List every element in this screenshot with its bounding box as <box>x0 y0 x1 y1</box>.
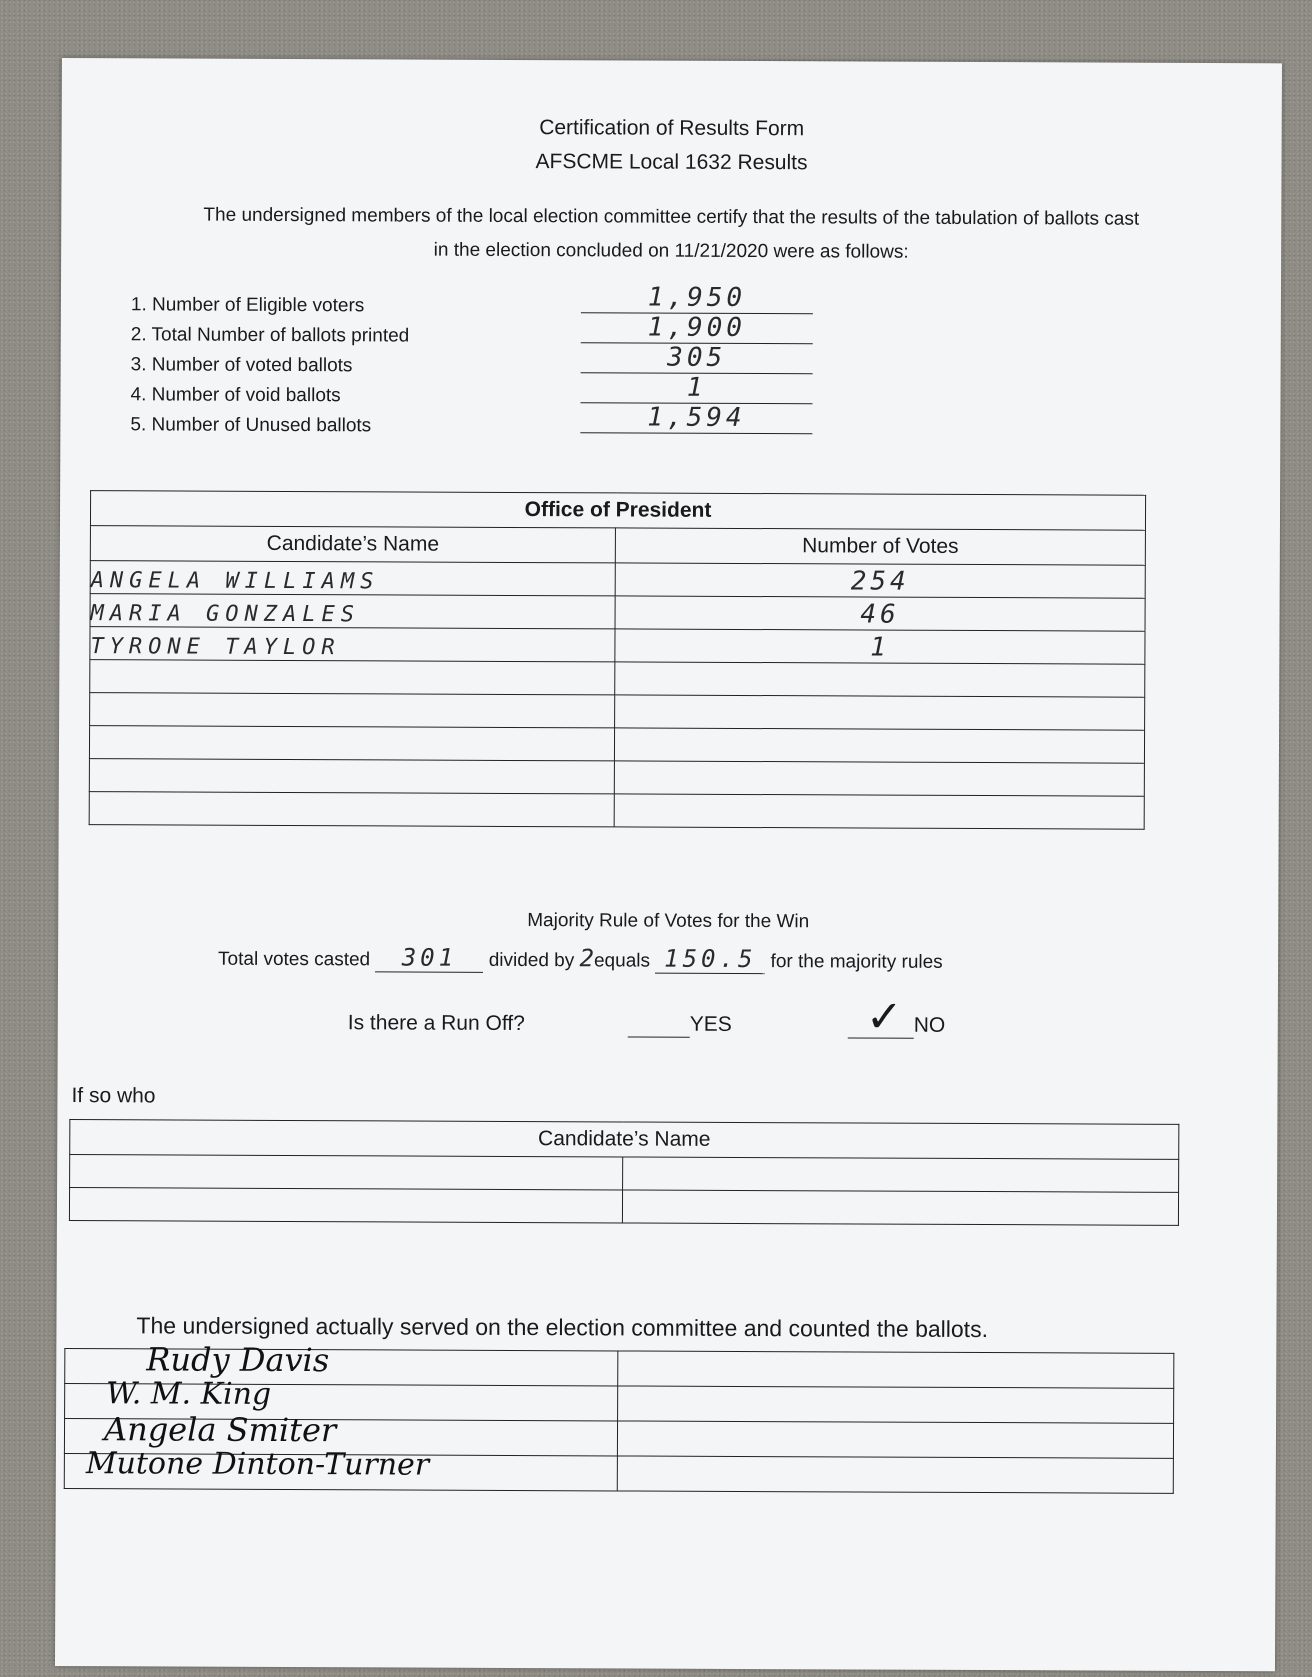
president-table-title: Office of President <box>90 491 1145 531</box>
table-row <box>70 1155 1179 1193</box>
certification-form-page <box>55 58 1282 1671</box>
majority-heading: Majority Rule of Votes for the Win <box>527 910 810 933</box>
runoff-yes-label: YES <box>689 1012 732 1036</box>
form-title: Certification of Results Form <box>539 116 805 141</box>
signature-2: W. M. King <box>106 1376 272 1412</box>
count-label-voted: 3. Number of voted ballots <box>130 354 353 377</box>
count-label-unused: 5. Number of Unused ballots <box>130 414 372 437</box>
president-table <box>89 490 1146 830</box>
empty-cell <box>90 660 615 695</box>
runoff-yes-blank <box>628 1012 690 1037</box>
empty-cell <box>89 792 614 827</box>
table-row <box>90 660 1145 698</box>
count-label-eligible: 1. Number of Eligible voters <box>130 294 365 317</box>
empty-cell <box>89 726 614 761</box>
count-value-voted: 305 <box>581 342 813 374</box>
runoff-candidates-table <box>69 1119 1179 1226</box>
runoff-col-name: Candidate’s Name <box>70 1120 1179 1160</box>
empty-cell <box>617 1456 1173 1493</box>
empty-cell <box>617 1421 1173 1458</box>
majority-divided-by: divided by <box>488 949 575 972</box>
signature-1: Rudy Davis <box>146 1340 330 1380</box>
empty-cell <box>70 1155 623 1190</box>
runoff-no-label: NO <box>913 1013 946 1037</box>
candidate-name: ANGELA WILLIAMS <box>90 561 615 596</box>
runoff-question: Is there a Run Off? <box>347 1011 525 1036</box>
majority-total: 301 <box>375 943 483 972</box>
majority-suffix: for the majority rules <box>770 951 943 973</box>
candidate-name: MARIA GONZALES <box>90 594 615 629</box>
candidate-votes: 46 <box>615 596 1145 631</box>
empty-cell <box>615 695 1145 730</box>
count-label-printed: 2. Total Number of ballots printed <box>130 324 410 347</box>
majority-line <box>218 943 943 975</box>
majority-prefix: Total votes casted <box>218 948 371 971</box>
majority-equals: equals <box>593 950 651 972</box>
form-subtitle: AFSCME Local 1632 Results <box>535 150 808 175</box>
empty-cell <box>69 1188 622 1223</box>
table-row <box>89 759 1144 797</box>
count-value-void: 1 <box>580 372 812 404</box>
table-row <box>90 693 1145 731</box>
if-so-label: If so who <box>71 1084 156 1108</box>
table-row <box>90 561 1145 599</box>
check-mark-icon: ✓ <box>865 991 903 1043</box>
president-col-votes: Number of Votes <box>615 528 1145 565</box>
signature-3: Angela Smiter <box>103 1410 337 1450</box>
empty-cell <box>618 1386 1174 1423</box>
president-col-name: Candidate’s Name <box>90 526 615 563</box>
majority-divisor: 2 <box>579 944 595 973</box>
count-label-void: 4. Number of void ballots <box>130 384 341 407</box>
empty-cell <box>89 759 614 794</box>
committee-statement: The undersigned actually served on the election committee and counted the ballots. <box>136 1312 989 1343</box>
count-value-unused: 1,594 <box>580 402 812 434</box>
empty-cell <box>614 794 1144 829</box>
runoff-yes-option <box>628 1012 732 1037</box>
count-value-printed: 1,900 <box>581 312 813 344</box>
empty-cell <box>614 728 1144 763</box>
signature-4: Mutone Dinton-Turner <box>85 1446 430 1483</box>
table-row <box>89 726 1144 764</box>
intro-line-2: in the election concluded on 11/21/2020 were as follows: <box>433 239 909 263</box>
candidate-votes: 1 <box>615 629 1145 664</box>
table-row <box>69 1188 1178 1226</box>
empty-cell <box>615 662 1145 697</box>
empty-cell <box>614 761 1144 796</box>
empty-cell <box>622 1190 1178 1225</box>
table-row <box>89 792 1144 830</box>
runoff-no-option <box>848 991 946 1043</box>
majority-result: 150.5 <box>655 945 765 974</box>
runoff-no-blank <box>848 991 914 1043</box>
table-row <box>90 627 1145 665</box>
intro-line-1: The undersigned members of the local election committee certify that the results of the tabulation of ballots cast <box>203 204 1140 230</box>
candidate-name: TYRONE TAYLOR <box>90 627 615 662</box>
empty-cell <box>90 693 615 728</box>
table-row <box>90 594 1145 632</box>
empty-cell <box>618 1351 1174 1388</box>
count-value-eligible: 1,950 <box>581 282 813 314</box>
empty-cell <box>623 1157 1179 1192</box>
candidate-votes: 254 <box>615 563 1145 598</box>
